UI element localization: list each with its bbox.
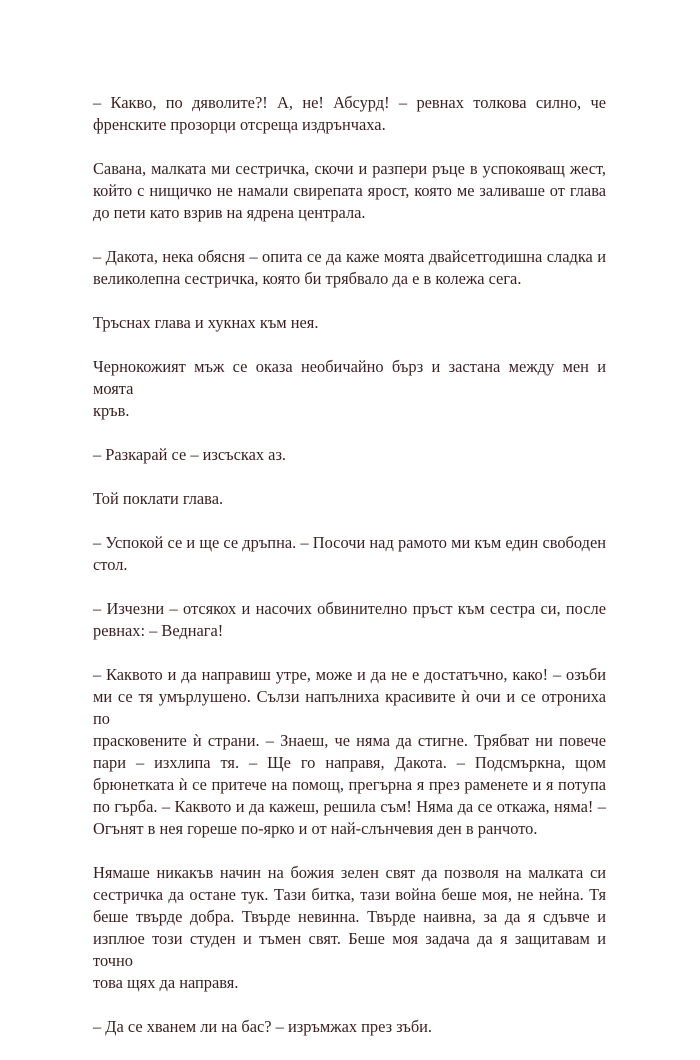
paragraph [93,246,606,290]
text-line: кръв. [93,401,130,420]
text-line: сестричка да остане тук. Тази битка, тази война беше моя, не нейна. Тя [93,885,606,904]
paragraph [93,444,606,466]
paragraph [93,488,606,510]
text-line: това щях да направя. [93,973,239,992]
paragraph [93,532,606,576]
text-line: – Дакота, нека обясня – опита се да каже моята двайсетгодишна сладка и [93,247,606,266]
text-line: пари – изхлипа тя. – Ще го направя, Дакота. – Подсмъркна, щом [93,753,606,772]
paragraph [93,664,606,840]
text-line: Савана, малката ми сестричка, скочи и разпери ръце в успокояващ жест, [93,159,606,178]
text-line: – Каквото и да направиш утре, може и да не е достатъчно, како! – озъби [93,665,606,684]
paragraph [93,598,606,642]
text-line: който с нищичко не намали свирепата ярост, която ме заливаше от глава [93,181,606,200]
text-line: изплюе този студен и тъмен свят. Беше моя задача да я защитавам и точно [93,929,606,970]
paragraph [93,1016,606,1038]
paragraph [93,312,606,334]
text-line: Нямаше никакъв начин на божия зелен свят да позволя на малката си [93,863,606,882]
text-line: стол. [93,555,128,574]
text-line: брюнетката ѝ се притече на помощ, прегърна я през раменете и я потупа [93,775,606,794]
text-line: по гърба. – Каквото и да кажеш, решила съм! Няма да се откажа, няма! – [93,797,606,816]
text-line: великолепна сестричка, която би трябвало да е в колежа сега. [93,269,522,288]
text-line: – Успокой се и ще се дръпна. – Посочи над рамото ми към един свободен [93,533,606,552]
text-line: – Да се хванем ли на бас? – изръмжах през зъби. [93,1017,433,1036]
text-line: прасковените ѝ страни. – Знаеш, че няма да стигне. Трябват ни повече [93,731,606,750]
paragraph [93,862,606,994]
text-line: френските прозорци отсреща издрънчаха. [93,115,386,134]
text-line: – Какво, по дяволите?! А, не! Абсурд! – ревнах толкова силно, че [93,93,606,112]
paragraph [93,92,606,136]
text-line: ревнах: – Веднага! [93,621,224,640]
paragraph [93,158,606,224]
text-line: Огънят в нея гореше по-ярко и от най-слънчевия ден в ранчото. [93,819,538,838]
body-text [93,92,606,1060]
text-line: – Изчезни – отсякох и насочих обвинително пръст към сестра си, после [93,599,606,618]
text-line: до пети като взрив на ядрена централа. [93,203,366,222]
text-line: – Разкарай се – изсъсках аз. [93,445,287,464]
paragraph [93,356,606,422]
text-line: ми се тя умърлушено. Сълзи напълниха красивите ѝ очи и се отрониха по [93,687,606,728]
text-line: беше твърде добра. Твърде невинна. Твърде наивна, за да я сдъвче и [93,907,606,926]
text-line: Чернокожият мъж се оказа необичайно бърз и застана между мен и моята [93,357,606,398]
text-line: Тръснах глава и хукнах към нея. [93,313,319,332]
text-line: Той поклати глава. [93,489,224,508]
